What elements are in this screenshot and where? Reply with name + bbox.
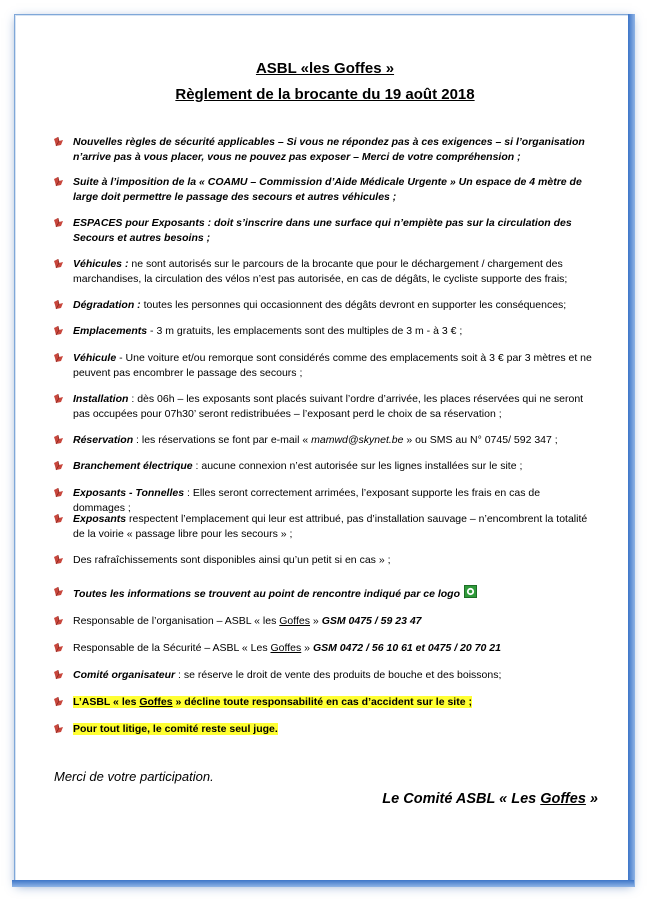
list-item <box>54 216 594 246</box>
bullet-icon <box>53 218 64 228</box>
item-text <box>73 512 594 542</box>
item-text <box>73 257 594 287</box>
item-text <box>73 392 594 422</box>
bullet-icon <box>53 137 64 147</box>
item-body-end: » ou SMS au N° 0745/ 592 347 ; <box>403 434 558 446</box>
bullet-icon <box>53 177 64 187</box>
meeting-point-logo-icon <box>464 585 477 598</box>
signature <box>382 791 598 807</box>
document-subtitle: Règlement de la brocante du 19 août 2018 <box>175 86 475 103</box>
bullet-icon <box>53 488 64 498</box>
item-text: Suite à l’imposition de la « COAMU – Commission d’Aide Médicale Urgente » Un espace de 4 mètre de large doit permettre le passage des secours et autres véhicules ; <box>73 176 582 203</box>
bullet-icon <box>53 697 64 707</box>
goffes-word: Goffes <box>279 615 310 627</box>
list-item <box>54 585 594 602</box>
item-text: Nouvelles règles de sécurité applicables – Si vous ne répondez pas à ces exigences – si l’organisation n’arrive pas à vous placer, vous ne pouvez pas exposer – Merci de votre compréhension ; <box>73 136 585 163</box>
list-item <box>54 433 594 448</box>
signature-text: Le Comité ASBL « Les <box>382 791 541 807</box>
list-item <box>54 641 594 656</box>
item-text <box>73 351 594 381</box>
bullet-icon <box>53 435 64 445</box>
item-body: Responsable de la Sécurité – ASBL « Les <box>73 642 271 654</box>
item-body: - 3 m gratuits, les emplacements sont des multiples de 3 m - à 3 € ; <box>147 325 463 337</box>
page-shadow-bottom <box>12 880 634 887</box>
item-body: - Une voiture et/ou remorque sont considérés comme des emplacements soit à 3 € par 3 mètres et ne peuvent pas encombrer le passage des secours ; <box>73 352 592 379</box>
item-text <box>73 722 594 737</box>
list-item <box>54 175 594 205</box>
list-item <box>54 324 594 339</box>
bullet-icon <box>53 300 64 310</box>
highlight-text <box>73 696 472 708</box>
list-item <box>54 459 594 474</box>
item-body: : les réservations se font par e-mail « <box>133 434 312 446</box>
item-body: : se réserve le droit de vente des produits de bouche et des boissons; <box>175 669 502 681</box>
item-body-mid: » <box>310 615 322 627</box>
bullet-icon <box>53 587 64 597</box>
page-shadow-right <box>628 14 635 887</box>
list-item <box>54 257 594 287</box>
item-label: Dégradation : <box>73 299 141 311</box>
bullet-icon <box>53 514 64 524</box>
item-body-end: » décline toute responsabilité en cas d’accident sur le site ; <box>172 696 472 708</box>
list-item-highlighted <box>54 695 594 710</box>
list-item <box>54 351 594 381</box>
list-item <box>54 614 594 629</box>
bullet-icon <box>53 555 64 565</box>
item-label: Installation <box>73 393 129 405</box>
phone-number: GSM 0472 / 56 10 61 et 0475 / 20 70 21 <box>312 642 501 654</box>
bullet-icon <box>53 616 64 626</box>
item-label: Véhicules : <box>73 258 129 270</box>
item-body: L’ASBL « les <box>73 696 140 708</box>
item-body: Toutes les informations se trouvent au point de rencontre indiqué par ce logo <box>73 588 460 600</box>
list-item <box>54 668 594 683</box>
bullet-icon <box>53 643 64 653</box>
list-item <box>54 392 594 422</box>
signature-end: » <box>585 791 598 807</box>
item-text <box>73 298 594 313</box>
item-text <box>73 459 594 474</box>
bullet-icon <box>53 724 64 734</box>
item-body-mid: » <box>301 642 313 654</box>
item-text <box>73 324 594 339</box>
item-text <box>73 641 594 656</box>
item-text <box>73 585 594 602</box>
bullet-icon <box>53 259 64 269</box>
item-body: : Elles seront correctement arrimées, l’exposant supporte les frais en cas de dommages ; <box>73 487 541 514</box>
item-label: Véhicule <box>73 352 117 364</box>
item-body: toutes les personnes qui occasionnent des dégâts devront en supporter les conséquences; <box>140 299 567 311</box>
phone-number: GSM 0475 / 59 23 47 <box>321 615 422 627</box>
item-label: Exposants - Tonnelles <box>73 487 185 499</box>
thanks-line: Merci de votre participation. <box>54 769 214 784</box>
item-label: Exposants <box>73 513 127 525</box>
goffes-word: Goffes <box>540 791 586 807</box>
goffes-word: Goffes <box>270 642 302 654</box>
item-label: Comité organisateur <box>73 669 176 681</box>
item-label: Emplacements <box>73 325 148 337</box>
item-text <box>73 614 594 629</box>
item-body: : dès 06h – les exposants sont placés suivant l’ordre d’arrivée, les places réservées qui ne seront pas occupées pour 07h30’ seront redistribuées – l’exposant perd le choix de sa réservation ; <box>73 393 584 420</box>
bullet-icon <box>53 461 64 471</box>
item-text: ESPACES pour Exposants : doit s’inscrire dans une surface qui n’empiète pas sur la circulation des Secours et autres besoins ; <box>73 217 572 244</box>
bullet-icon <box>53 670 64 680</box>
list-item <box>54 135 594 165</box>
document-title: ASBL «les Goffes » <box>255 60 395 77</box>
item-label: Réservation <box>73 434 134 446</box>
item-label: Branchement électrique <box>73 460 193 472</box>
item-text <box>73 695 594 710</box>
list-item <box>54 512 594 542</box>
bullet-icon <box>53 394 64 404</box>
item-body: respectent l’emplacement qui leur est attribué, pas d’installation sauvage – n’encombrent la totalité de la voirie « passage libre pour les secours » ; <box>73 513 588 540</box>
item-body: : aucune connexion n’est autorisée sur les lignes installées sur le site ; <box>192 460 523 472</box>
item-body: ne sont autorisés sur le parcours de la brocante que pour le déchargement / chargement des marchandises, la circulation des vélos n’est pas autorisée, en cas de dégâts, le cycliste supporte des frais; <box>73 258 568 285</box>
bullet-icon <box>53 326 64 336</box>
item-body: Responsable de l’organisation – ASBL « les <box>73 615 280 627</box>
email-link[interactable]: mamwd@skynet.be <box>311 434 404 446</box>
item-text <box>73 668 594 683</box>
item-text <box>73 433 594 448</box>
highlight-text: Pour tout litige, le comité reste seul juge. <box>73 723 278 735</box>
item-text: Des rafraîchissements sont disponibles ainsi qu’un petit si en cas » ; <box>73 554 391 566</box>
list-item <box>54 298 594 313</box>
list-item <box>54 553 594 568</box>
list-item-highlighted <box>54 722 594 737</box>
bullet-icon <box>53 353 64 363</box>
goffes-word: Goffes <box>139 696 173 708</box>
